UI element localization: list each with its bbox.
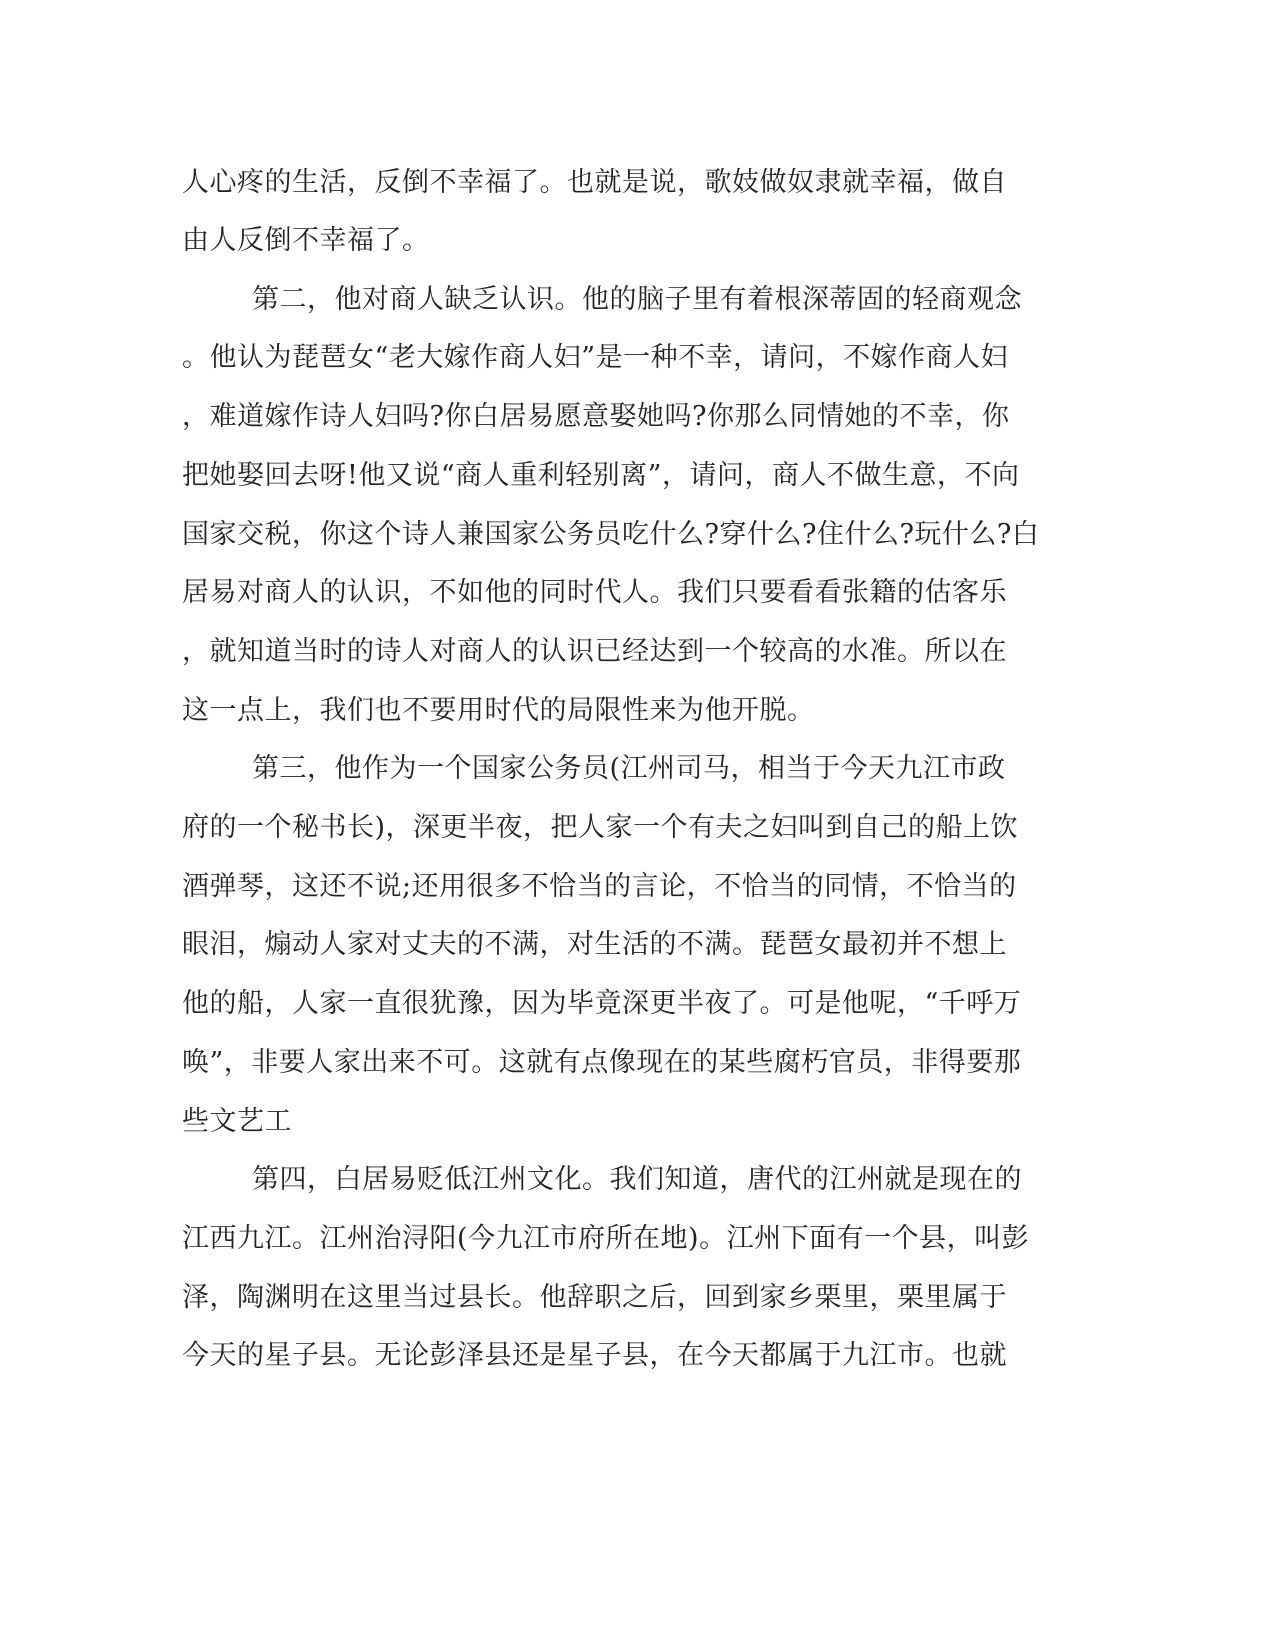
text-line-6: 把她娶回去呀!他又说“商人重利轻别离”，请问，商人不做生意，不向 bbox=[182, 460, 1020, 491]
text-line-15: 他的船，人家一直很犹豫，因为毕竟深更半夜了。可是他呢，“千呼万 bbox=[182, 988, 1022, 1019]
text-line-1: 人心疼的生活，反倒不幸福了。也就是说，歌妓做奴隶就幸福，做自 bbox=[182, 167, 1007, 198]
text-line-7: 国家交税，你这个诗人兼国家公务员吃什么?穿什么?住什么?玩什么?白 bbox=[182, 519, 1040, 550]
text-line-5: ，难道嫁作诗人妇吗?你白居易愿意娶她吗?你那么同情她的不幸，你 bbox=[182, 401, 1010, 432]
text-line-4: 。他认为琵琶女“老大嫁作商人妇”是一种不幸，请问，不嫁作商人妇 bbox=[182, 342, 1009, 373]
text-line-14: 眼泪，煽动人家对丈夫的不满，对生活的不满。琵琶女最初并不想上 bbox=[182, 929, 1007, 960]
text-line-20: 泽，陶渊明在这里当过县长。他辞职之后，回到家乡栗里，栗里属于 bbox=[182, 1282, 1007, 1313]
text-line-10: 这一点上，我们也不要用时代的局限性来为他开脱。 bbox=[182, 695, 815, 726]
text-line-9: ，就知道当时的诗人对商人的认识已经达到一个较高的水准。所以在 bbox=[182, 636, 1007, 667]
text-line-12: 府的一个秘书长)，深更半夜，把人家一个有夫之妇叫到自己的船上饮 bbox=[182, 812, 1019, 843]
text-line-13: 酒弹琴，这还不说;还用很多不恰当的言论，不恰当的同情，不恰当的 bbox=[182, 871, 1017, 902]
paragraph-2-line-1: 第二，他对商人缺乏认识。他的脑子里有着根深蒂固的轻商观念 bbox=[252, 284, 1022, 315]
text-line-17: 些文艺工 bbox=[182, 1106, 292, 1137]
text-line-19: 江西九江。江州治浔阳(今九江市府所在地)。江州下面有一个县，叫彭 bbox=[182, 1223, 1030, 1254]
text-line-2: 由人反倒不幸福了。 bbox=[182, 225, 430, 256]
text-line-21: 今天的星子县。无论彭泽县还是星子县，在今天都属于九江市。也就 bbox=[182, 1340, 1007, 1371]
text-line-16: 唤”，非要人家出来不可。这就有点像现在的某些腐朽官员，非得要那 bbox=[182, 1047, 1022, 1078]
paragraph-4-line-1: 第四，白居易贬低江州文化。我们知道，唐代的江州就是现在的 bbox=[252, 1164, 1022, 1195]
paragraph-3-line-1: 第三，他作为一个国家公务员(江州司马，相当于今天九江市政 bbox=[252, 753, 1006, 784]
text-line-8: 居易对商人的认识，不如他的同时代人。我们只要看看张籍的估客乐 bbox=[182, 577, 1007, 608]
